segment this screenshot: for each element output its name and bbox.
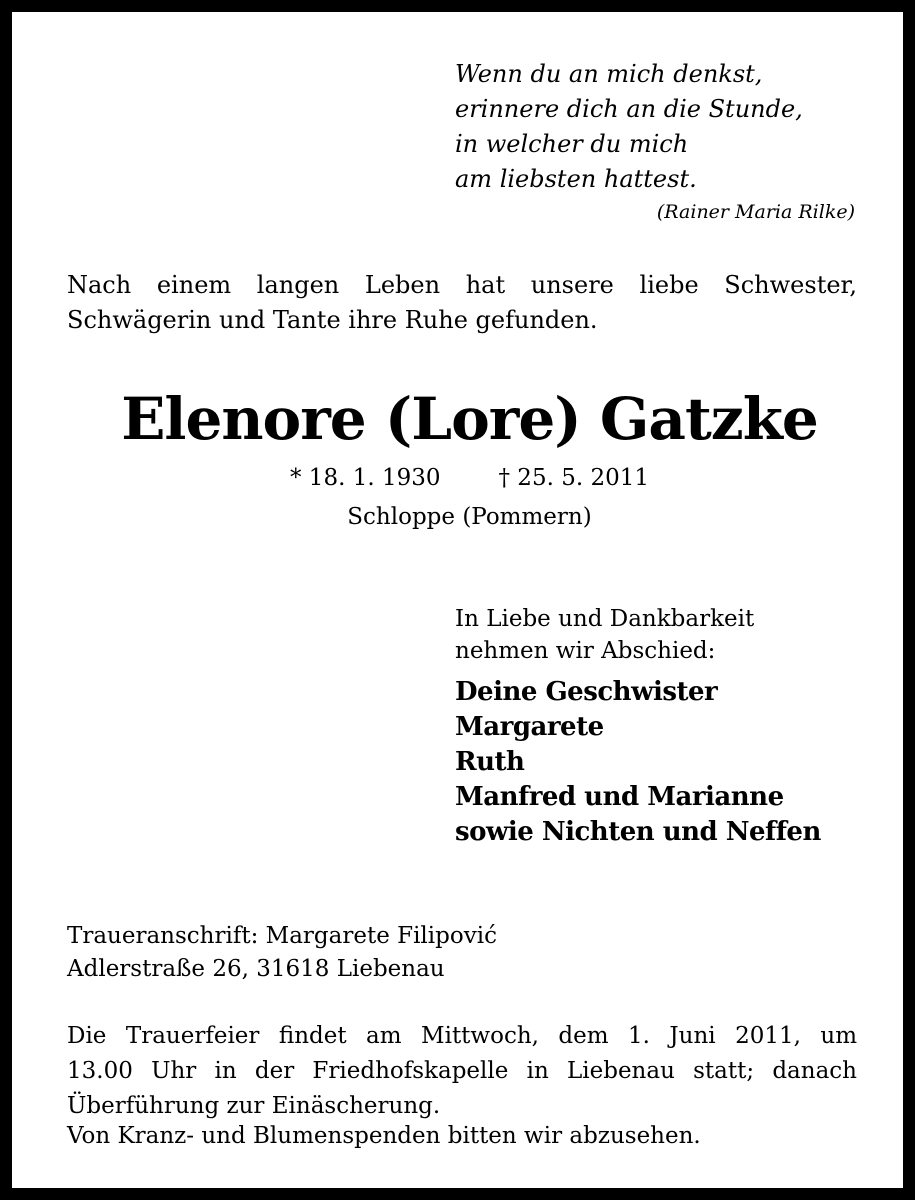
poem-line: am liebsten hattest. <box>455 165 697 193</box>
mourner-name: Ruth <box>455 747 525 777</box>
mourner-name: Deine Geschwister <box>455 677 718 707</box>
service-line: Die Trauerfeier findet am Mittwoch, dem 1. Juni 2011, um <box>67 1023 857 1049</box>
address-line: Adlerstraße 26, 31618 Liebenau <box>67 956 445 982</box>
service-line: 13.00 Uhr in der Friedhofskapelle in Liebenau statt; danach <box>67 1058 857 1084</box>
farewell-line: nehmen wir Abschied: <box>455 638 716 664</box>
poem-author: (Rainer Maria Rilke) <box>656 201 855 223</box>
birth-date: * 18. 1. 1930 <box>290 465 441 491</box>
farewell-line: In Liebe und Dankbarkeit <box>455 606 755 632</box>
funeral-service-info <box>67 1019 857 1124</box>
mourner-name: sowie Nichten und Neffen <box>455 817 821 847</box>
mourning-address <box>67 920 857 986</box>
wreath-note: Von Kranz- und Blumenspenden bitten wir abzusehen. <box>67 1123 701 1149</box>
life-dates <box>24 462 915 494</box>
intro-text <box>67 268 857 338</box>
mourner-name: Manfred und Marianne <box>455 782 784 812</box>
poem-quote <box>455 57 855 227</box>
service-line: Überführung zur Einäscherung. <box>67 1093 441 1119</box>
mourners-list <box>455 675 895 850</box>
intro-line: Nach einem langen Leben hat unsere liebe Schwester, <box>67 271 857 299</box>
poem-line: in welcher du mich <box>455 130 689 158</box>
birthplace: Schloppe (Pommern) <box>347 504 592 530</box>
mourner-name: Margarete <box>455 712 604 742</box>
poem-line: erinnere dich an die Stunde, <box>455 95 803 123</box>
death-date: † 25. 5. 2011 <box>498 465 649 491</box>
address-line: Traueranschrift: Margarete Filipović <box>67 923 497 949</box>
deceased-name: Elenore (Lore) Gatzke <box>121 385 818 453</box>
farewell-text <box>455 603 875 667</box>
poem-line: Wenn du an mich denkst, <box>455 60 763 88</box>
intro-line: Schwägerin und Tante ihre Ruhe gefunden. <box>67 306 598 334</box>
